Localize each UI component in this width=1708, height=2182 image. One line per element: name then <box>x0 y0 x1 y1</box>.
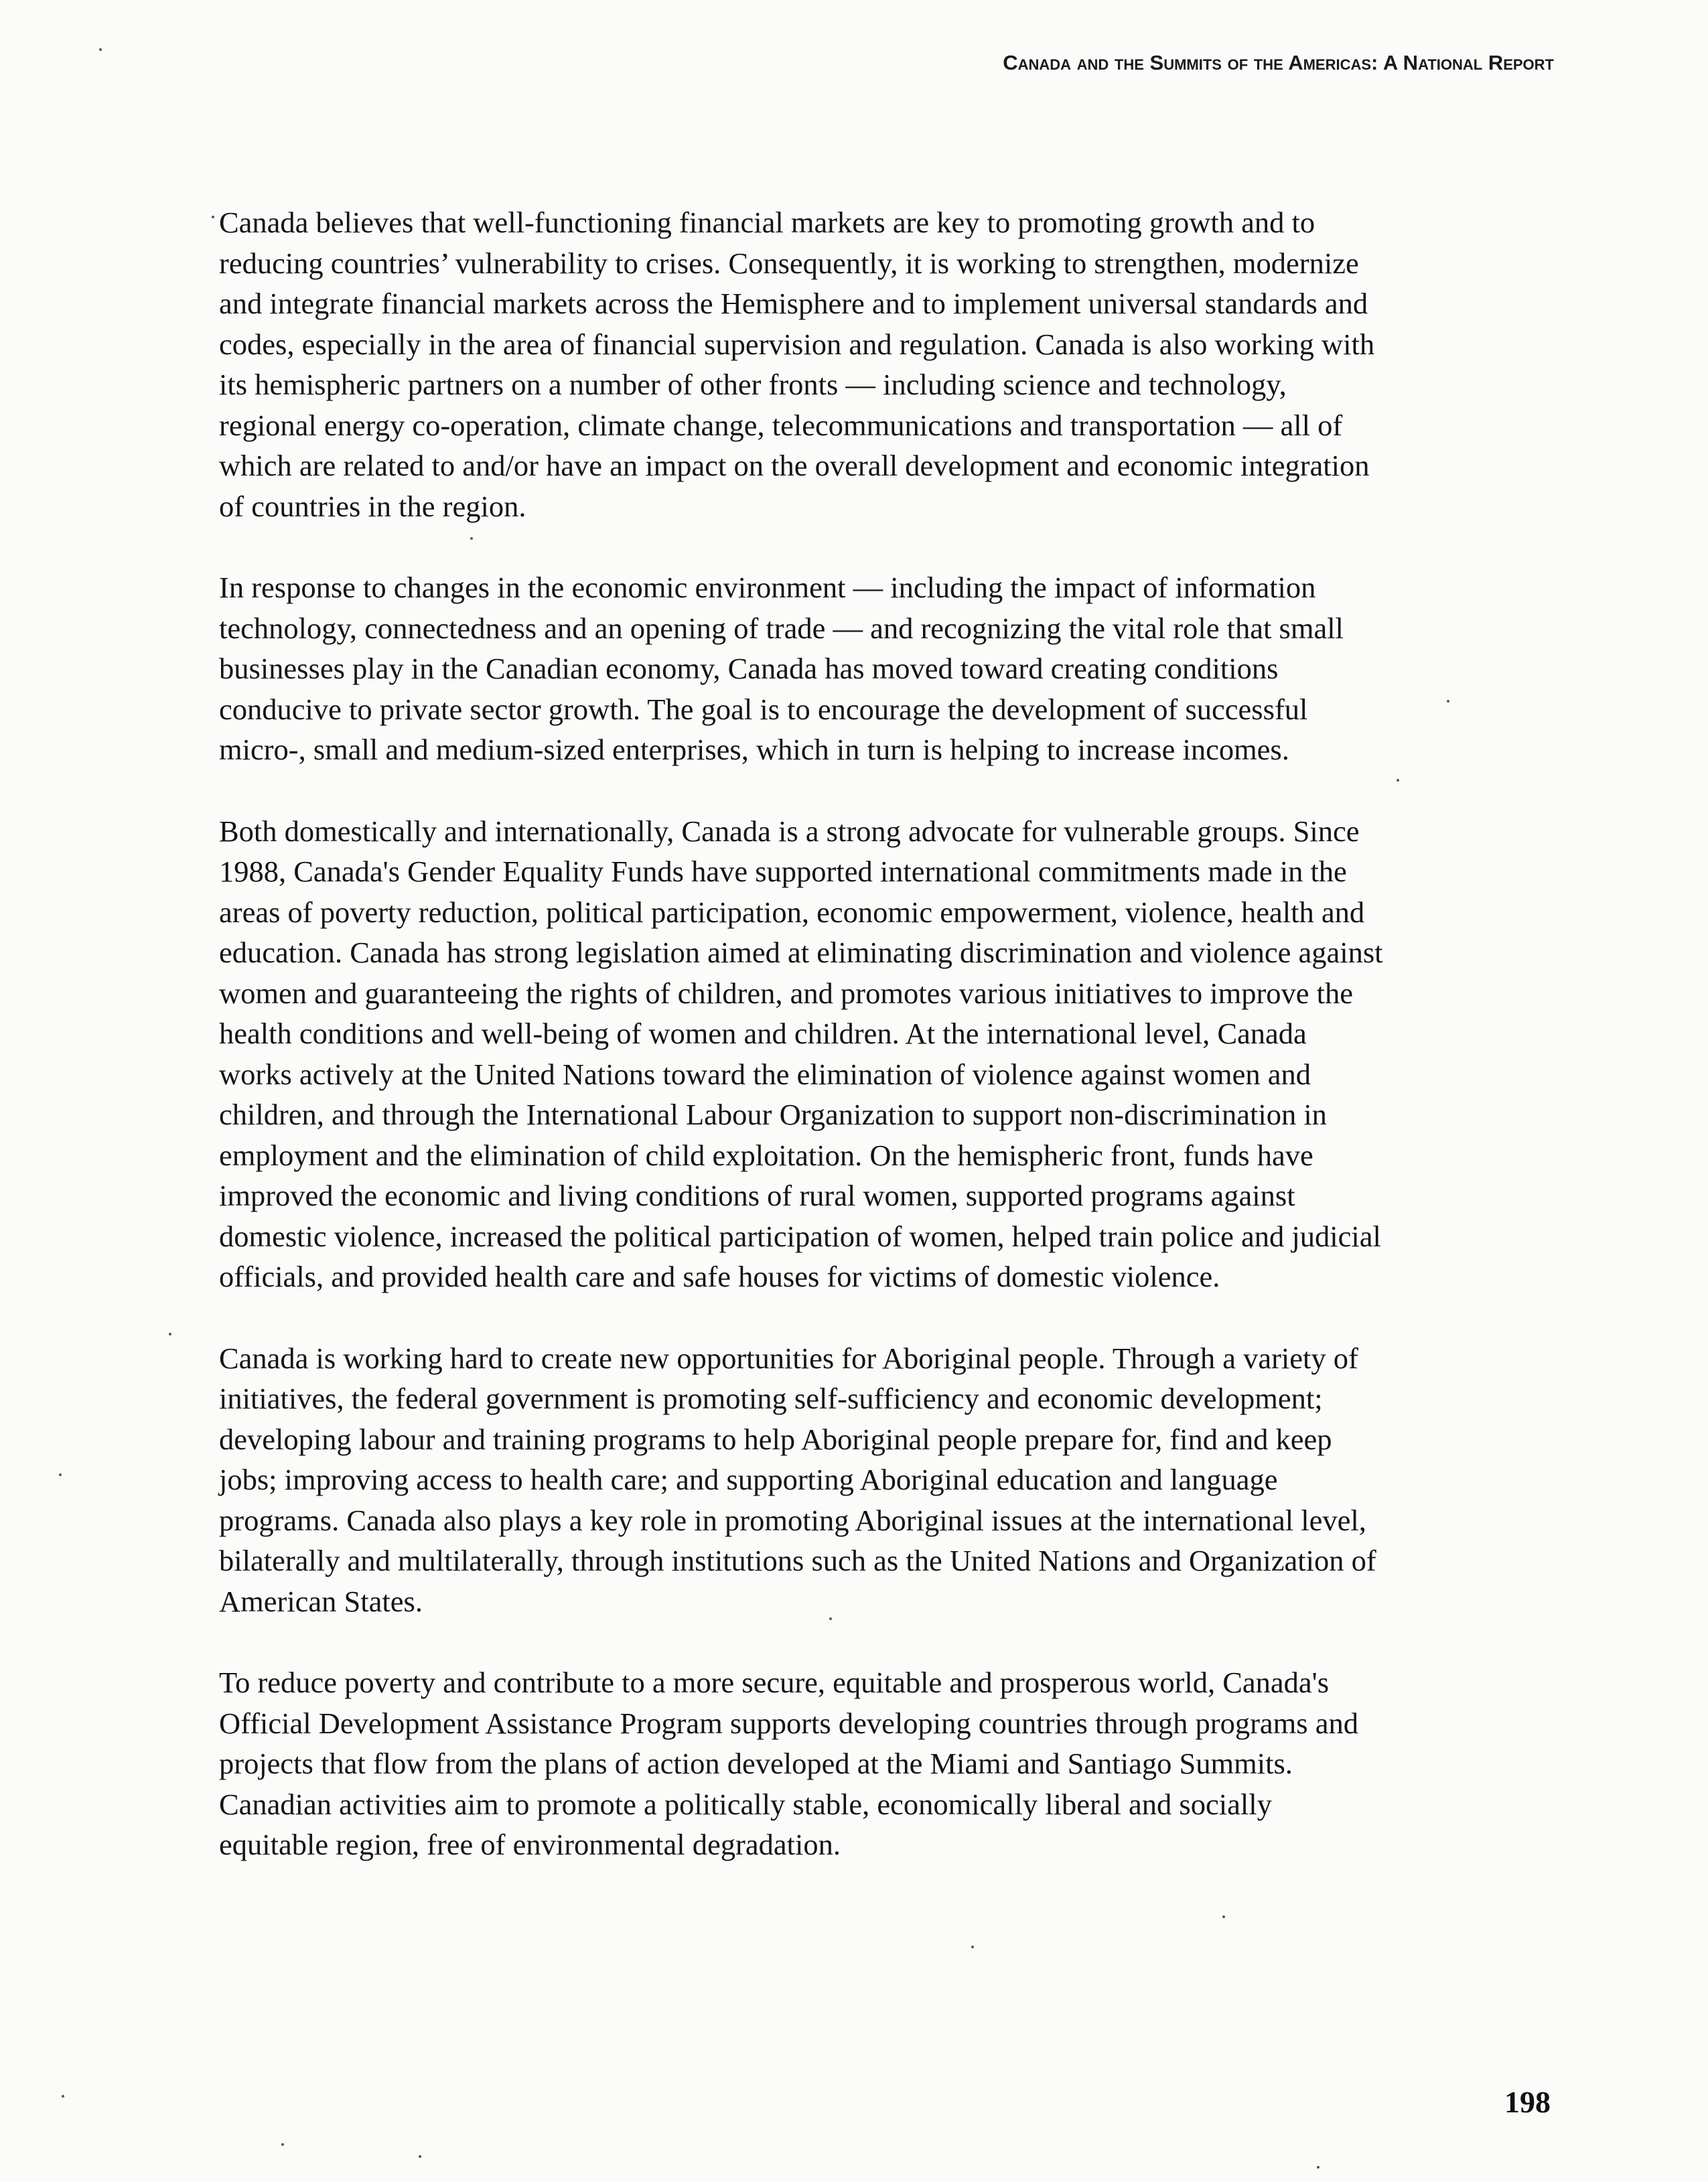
paragraph <box>219 1338 1555 1622</box>
scan-speck <box>99 48 102 51</box>
scan-speck <box>419 2155 421 2158</box>
text-line: employment and the elimination of child exploitation. On the hemispheric front, funds have <box>219 1138 1313 1172</box>
scan-speck <box>971 1946 974 1948</box>
paragraph <box>219 1662 1555 1865</box>
paragraph <box>219 811 1555 1297</box>
text-line: Canada believes that well-functioning financial markets are key to promoting growth and to <box>219 206 1315 239</box>
text-line: improved the economic and living conditions of rural women, supported programs against <box>219 1179 1295 1212</box>
text-line: To reduce poverty and contribute to a more secure, equitable and prosperous world, Canada's <box>219 1666 1330 1699</box>
text-line: of countries in the region. <box>219 489 526 523</box>
paragraph <box>219 202 1555 526</box>
text-line: projects that flow from the plans of action developed at the Miami and Santiago Summits. <box>219 1747 1293 1780</box>
text-line: and integrate financial markets across the Hemisphere and to implement universal standards and <box>219 287 1368 320</box>
text-line: 1988, Canada's Gender Equality Funds have supported international commitments made in the <box>219 855 1347 888</box>
text-line: programs. Canada also plays a key role in promoting Aboriginal issues at the international level, <box>219 1503 1366 1537</box>
text-line: regional energy co-operation, climate change, telecommunications and transportation — all of <box>219 408 1343 442</box>
text-line: developing labour and training programs to help Aboriginal people prepare for, find and keep <box>219 1422 1332 1456</box>
paragraph <box>219 567 1555 770</box>
text-line: conducive to private sector growth. The goal is to encourage the development of successful <box>219 692 1308 726</box>
text-line: equitable region, free of environmental degradation. <box>219 1828 841 1861</box>
page-number: 198 <box>1504 2085 1551 2119</box>
text-line: which are related to and/or have an impact on the overall development and economic integration <box>219 449 1370 482</box>
text-line: areas of poverty reduction, political participation, economic empowerment, violence, health and <box>219 895 1365 929</box>
running-header: Canada and the Summits of the Americas: A National Report <box>1003 51 1554 74</box>
scan-speck <box>1317 2166 1320 2169</box>
scan-speck <box>1222 1915 1225 1918</box>
text-line: health conditions and well-being of women and children. At the international level, Canada <box>219 1017 1307 1050</box>
text-line: Official Development Assistance Program supports developing countries through programs and <box>219 1706 1358 1740</box>
text-line: American States. <box>219 1584 423 1618</box>
scan-speck <box>62 2095 64 2098</box>
text-line: children, and through the International Labour Organization to support non-discrimination in <box>219 1098 1327 1131</box>
text-line: In response to changes in the economic environment — including the impact of information <box>219 571 1316 604</box>
scan-speck <box>1447 700 1449 703</box>
text-line: officials, and provided health care and safe houses for victims of domestic violence. <box>219 1260 1220 1293</box>
text-line: education. Canada has strong legislation aimed at eliminating discrimination and violence against <box>219 936 1383 969</box>
text-line: Both domestically and internationally, Canada is a strong advocate for vulnerable groups. Since <box>219 814 1360 848</box>
scan-speck <box>829 1617 832 1620</box>
body-text <box>219 202 1555 1906</box>
scan-speck <box>470 537 473 540</box>
text-line: Canadian activities aim to promote a politically stable, economically liberal and socially <box>219 1787 1272 1821</box>
text-line: initiatives, the federal government is promoting self-sufficiency and economic development; <box>219 1382 1323 1415</box>
text-line: micro-, small and medium-sized enterprises, which in turn is helping to increase incomes. <box>219 733 1289 766</box>
text-line: jobs; improving access to health care; and supporting Aboriginal education and language <box>219 1463 1278 1496</box>
text-line: reducing countries’ vulnerability to crises. Consequently, it is working to strengthen, modernize <box>219 246 1359 280</box>
text-line: its hemispheric partners on a number of other fronts — including science and technology, <box>219 368 1287 401</box>
text-line: bilaterally and multilaterally, through institutions such as the United Nations and Organization of <box>219 1544 1376 1577</box>
text-line: works actively at the United Nations toward the elimination of violence against women and <box>219 1057 1311 1091</box>
scan-speck <box>212 216 214 218</box>
scan-speck <box>281 2143 284 2146</box>
text-line: women and guaranteeing the rights of children, and promotes various initiatives to improve the <box>219 976 1354 1010</box>
text-line: technology, connectedness and an opening of trade — and recognizing the vital role that small <box>219 611 1344 645</box>
scan-speck <box>1397 779 1399 782</box>
text-line: codes, especially in the area of financial supervision and regulation. Canada is also working with <box>219 327 1375 361</box>
text-line: businesses play in the Canadian economy, Canada has moved toward creating conditions <box>219 652 1279 685</box>
text-line: Canada is working hard to create new opportunities for Aboriginal people. Through a variety of <box>219 1341 1358 1375</box>
scan-speck <box>59 1473 62 1476</box>
scan-speck <box>169 1333 171 1335</box>
text-line: domestic violence, increased the political participation of women, helped train police and judicial <box>219 1219 1381 1253</box>
